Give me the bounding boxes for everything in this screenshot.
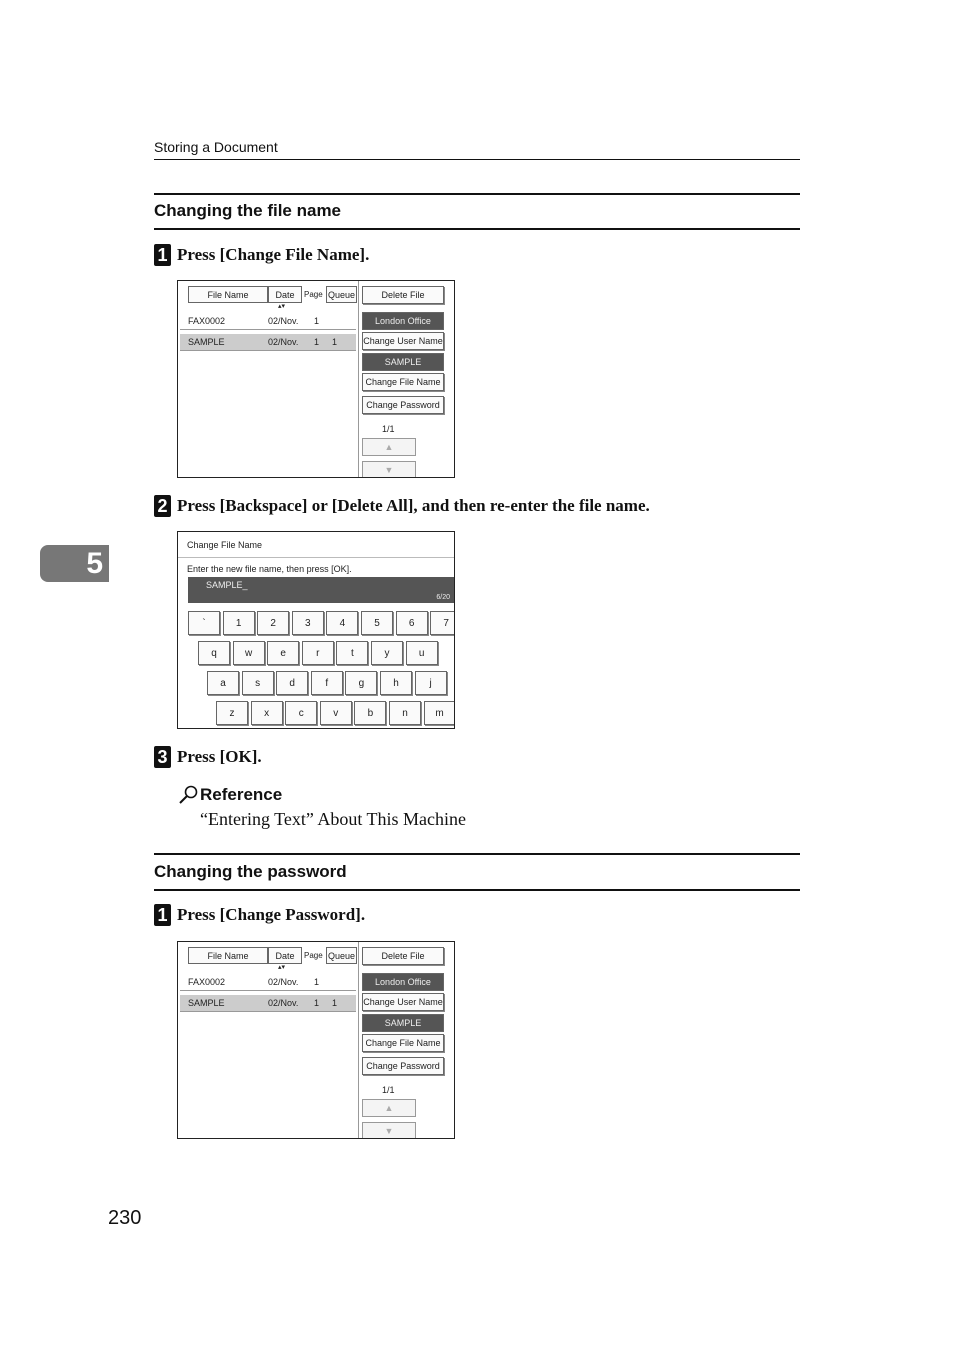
change-password-button[interactable]: Change Password <box>362 396 444 414</box>
up-arrow-icon: ▲ <box>384 1103 394 1113</box>
table-row[interactable] <box>180 313 356 330</box>
step-text: Press [Change Password]. <box>177 905 366 924</box>
change-file-name-button[interactable]: Change File Name <box>362 1034 444 1052</box>
step-number: 1 <box>154 244 171 266</box>
delete-file-button[interactable]: Delete File <box>362 286 444 304</box>
file-list <box>178 942 359 1138</box>
file-name-value: SAMPLE <box>362 1014 444 1032</box>
row-file-name: FAX0002 <box>188 977 226 987</box>
section-rule-top <box>154 853 800 855</box>
section-title: Changing the file name <box>154 201 342 220</box>
running-header: Storing a Document <box>154 139 278 155</box>
key-button[interactable]: 1 <box>223 611 255 635</box>
key-button[interactable]: 3 <box>292 611 324 635</box>
user-name-value: London Office <box>362 973 444 991</box>
key-button[interactable]: s <box>242 671 274 695</box>
file-list-screen <box>177 280 455 478</box>
dialog-title: Change File Name <box>178 532 454 558</box>
key-button[interactable]: z <box>216 701 248 725</box>
section-rule-top <box>154 193 800 195</box>
row-file-name: SAMPLE <box>188 998 225 1008</box>
scroll-down-button[interactable] <box>362 1122 416 1139</box>
row-page: 1 <box>314 977 320 987</box>
down-arrow-icon: ▼ <box>384 465 394 475</box>
key-button[interactable]: d <box>276 671 308 695</box>
step-number: 2 <box>154 495 171 517</box>
page-column-header: Page <box>304 290 323 299</box>
queue-column-header[interactable]: Queue <box>326 286 357 303</box>
key-button[interactable]: ` <box>188 611 220 635</box>
down-arrow-icon: ▼ <box>384 1126 394 1136</box>
file-list-screen <box>177 941 455 1139</box>
key-button[interactable]: h <box>380 671 412 695</box>
change-user-name-button[interactable]: Change User Name <box>362 332 444 350</box>
key-button[interactable]: e <box>267 641 299 665</box>
change-user-name-button[interactable]: Change User Name <box>362 993 444 1011</box>
step-text: Press [Backspace] or [Delete All], and then re-enter the file name. <box>177 496 650 515</box>
key-button[interactable]: r <box>302 641 334 665</box>
key-button[interactable]: 7 <box>430 611 455 635</box>
up-arrow-icon: ▲ <box>384 442 394 452</box>
key-button[interactable]: 2 <box>257 611 289 635</box>
row-extra: 1 <box>332 337 338 347</box>
file-name-value: SAMPLE <box>362 353 444 371</box>
key-button[interactable]: 4 <box>326 611 358 635</box>
sort-arrow-icon: ▴▾ <box>278 964 286 971</box>
input-value: SAMPLE_ <box>206 580 248 590</box>
scroll-down-button[interactable] <box>362 461 416 478</box>
row-date: 02/Nov. <box>268 977 299 987</box>
page-count: 1/1 <box>382 424 395 434</box>
row-extra: 1 <box>332 998 338 1008</box>
header-rule <box>154 159 800 160</box>
row-date: 02/Nov. <box>268 316 299 326</box>
reference-heading <box>178 785 282 805</box>
reference-title: Reference <box>200 785 283 804</box>
key-button[interactable]: w <box>233 641 265 665</box>
magnifier-icon <box>178 785 200 805</box>
section-title: Changing the password <box>154 862 347 881</box>
sort-arrow-icon: ▴▾ <box>278 303 286 310</box>
row-date: 02/Nov. <box>268 998 299 1008</box>
row-file-name: FAX0002 <box>188 316 226 326</box>
file-name-column-header[interactable]: File Name <box>188 286 268 303</box>
key-button[interactable]: c <box>285 701 317 725</box>
file-name-column-header[interactable]: File Name <box>188 947 268 964</box>
key-button[interactable]: f <box>311 671 343 695</box>
date-column-header[interactable]: Date <box>268 286 302 303</box>
key-button[interactable]: x <box>251 701 283 725</box>
keyboard-screen <box>177 531 455 729</box>
scroll-up-button[interactable] <box>362 438 416 456</box>
step-1 <box>154 244 369 266</box>
key-button[interactable]: j <box>415 671 447 695</box>
reference-link: “Entering Text” About This Machine <box>200 809 467 829</box>
key-button[interactable]: t <box>336 641 368 665</box>
row-file-name: SAMPLE <box>188 337 225 347</box>
date-column-header[interactable]: Date <box>268 947 302 964</box>
key-button[interactable]: 6 <box>396 611 428 635</box>
scroll-up-button[interactable] <box>362 1099 416 1117</box>
key-button[interactable]: g <box>345 671 377 695</box>
key-button[interactable]: q <box>198 641 230 665</box>
change-file-name-button[interactable]: Change File Name <box>362 373 444 391</box>
change-password-button[interactable]: Change Password <box>362 1057 444 1075</box>
queue-column-header[interactable]: Queue <box>326 947 357 964</box>
delete-file-button[interactable]: Delete File <box>362 947 444 965</box>
step-4 <box>154 904 365 926</box>
key-button[interactable]: y <box>371 641 403 665</box>
file-name-input[interactable] <box>188 577 455 603</box>
key-button[interactable]: a <box>207 671 239 695</box>
row-page: 1 <box>314 337 320 347</box>
step-text: Press [Change File Name]. <box>177 245 370 264</box>
char-count: 6/20 <box>436 594 450 601</box>
user-name-value: London Office <box>362 312 444 330</box>
key-button[interactable]: n <box>389 701 421 725</box>
step-text: Press [OK]. <box>177 747 262 766</box>
row-date: 02/Nov. <box>268 337 299 347</box>
section-rule-bottom <box>154 228 800 230</box>
key-button[interactable]: 5 <box>361 611 393 635</box>
table-row[interactable] <box>180 974 356 991</box>
page-count: 1/1 <box>382 1085 395 1095</box>
key-button[interactable]: v <box>320 701 352 725</box>
page-column-header: Page <box>304 951 323 960</box>
row-page: 1 <box>314 998 320 1008</box>
instruction-text: Enter the new file name, then press [OK]. <box>187 564 352 574</box>
step-3 <box>154 746 262 768</box>
step-2 <box>154 495 650 517</box>
key-button[interactable]: m <box>424 701 455 725</box>
key-button[interactable]: u <box>406 641 438 665</box>
table-row[interactable] <box>180 995 356 1012</box>
step-number: 1 <box>154 904 171 926</box>
key-button[interactable]: b <box>354 701 386 725</box>
file-list <box>178 281 359 477</box>
row-page: 1 <box>314 316 320 326</box>
table-row[interactable] <box>180 334 356 351</box>
page-number: 230 <box>108 1207 142 1229</box>
section-rule-bottom <box>154 889 800 891</box>
step-number: 3 <box>154 746 171 768</box>
chapter-tab: 5 <box>40 545 109 582</box>
